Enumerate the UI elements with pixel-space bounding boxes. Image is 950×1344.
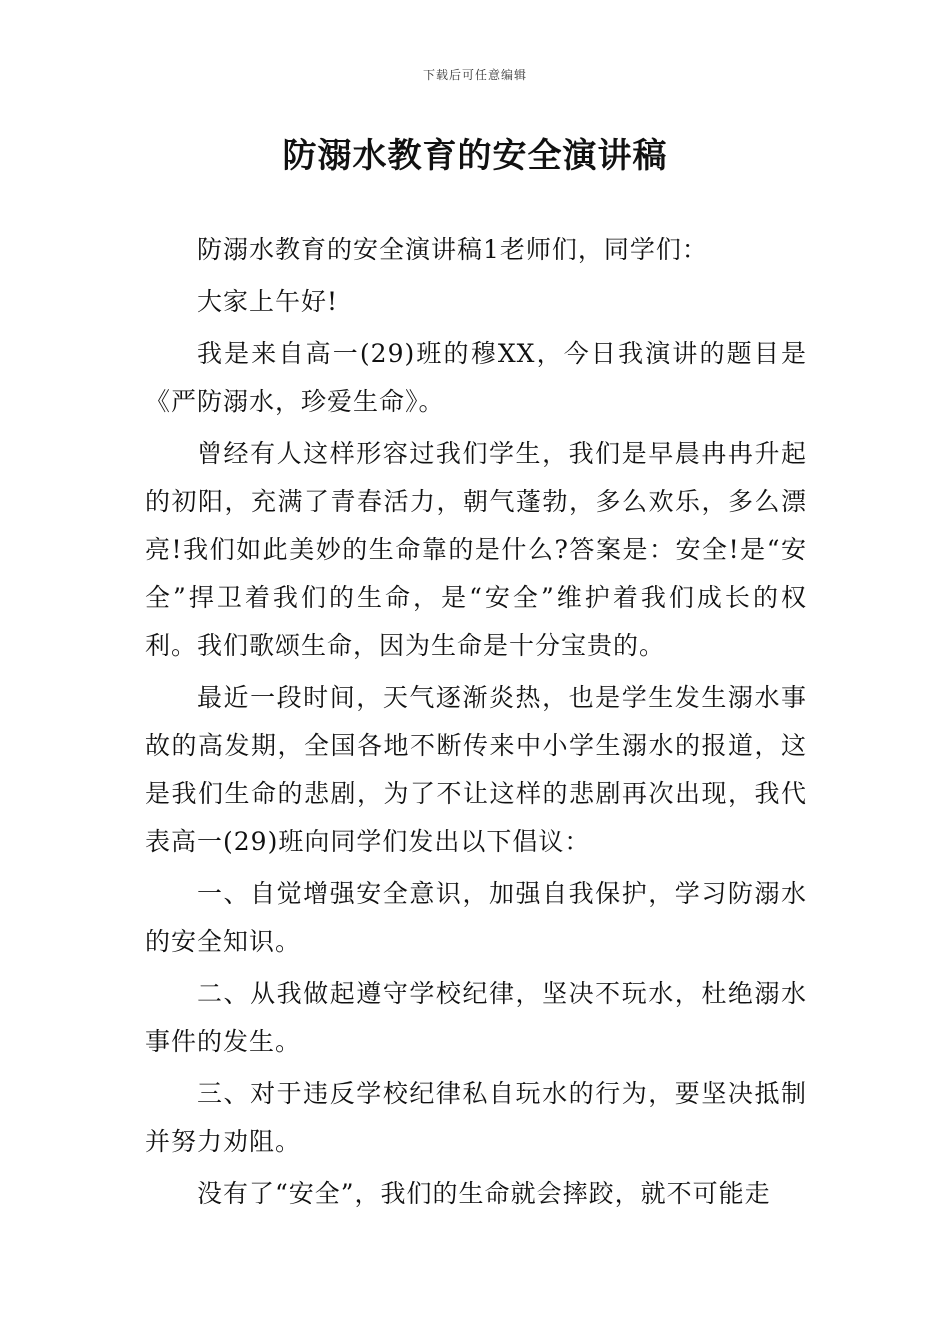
paragraph-2: 大家上午好! [197,287,339,316]
header-note: 下载后可任意编辑 [422,68,527,82]
paragraph-7: 二、从我做起遵守学校纪律，坚决不玩水，杜绝溺水事件的发生。 [145,979,807,1056]
paragraph-8: 三、对于违反学校纪律私自玩水的行为，要坚决抵制并努力劝阻。 [145,1079,807,1156]
paragraph-3: 我是来自高一(29)班的穆XX，今日我演讲的题目是《严防溺水，珍爱生命》。 [145,339,807,416]
paragraph-6: 一、自觉增强安全意识，加强自我保护，学习防溺水的安全知识。 [145,879,807,956]
paragraph-4: 曾经有人这样形容过我们学生，我们是早晨冉冉升起的初阳，充满了青春活力，朝气蓬勃，多么欢乐，多么漂亮!我们如此美妙的生命靠的是什么?答案是：安全!是“安全”捍卫着我们的生命，是“安全”维护着我们成长的权利。我们歌颂生命，因为生命是十分宝贵的。 [145,439,807,660]
paragraph-9: 没有了“安全”，我们的生命就会摔跤，就不可能走 [197,1179,771,1208]
document-title: 防溺水教育的安全演讲稿 [282,136,668,176]
document-body [145,226,807,1218]
paragraph-1: 防溺水教育的安全演讲稿1老师们，同学们： [197,235,708,264]
paragraph-5: 最近一段时间，天气逐渐炎热，也是学生发生溺水事故的高发期，全国各地不断传来中小学生溺水的报道，这是我们生命的悲剧，为了不让这样的悲剧再次出现，我代表高一(29)班向同学们发出以下倡议： [145,683,807,856]
